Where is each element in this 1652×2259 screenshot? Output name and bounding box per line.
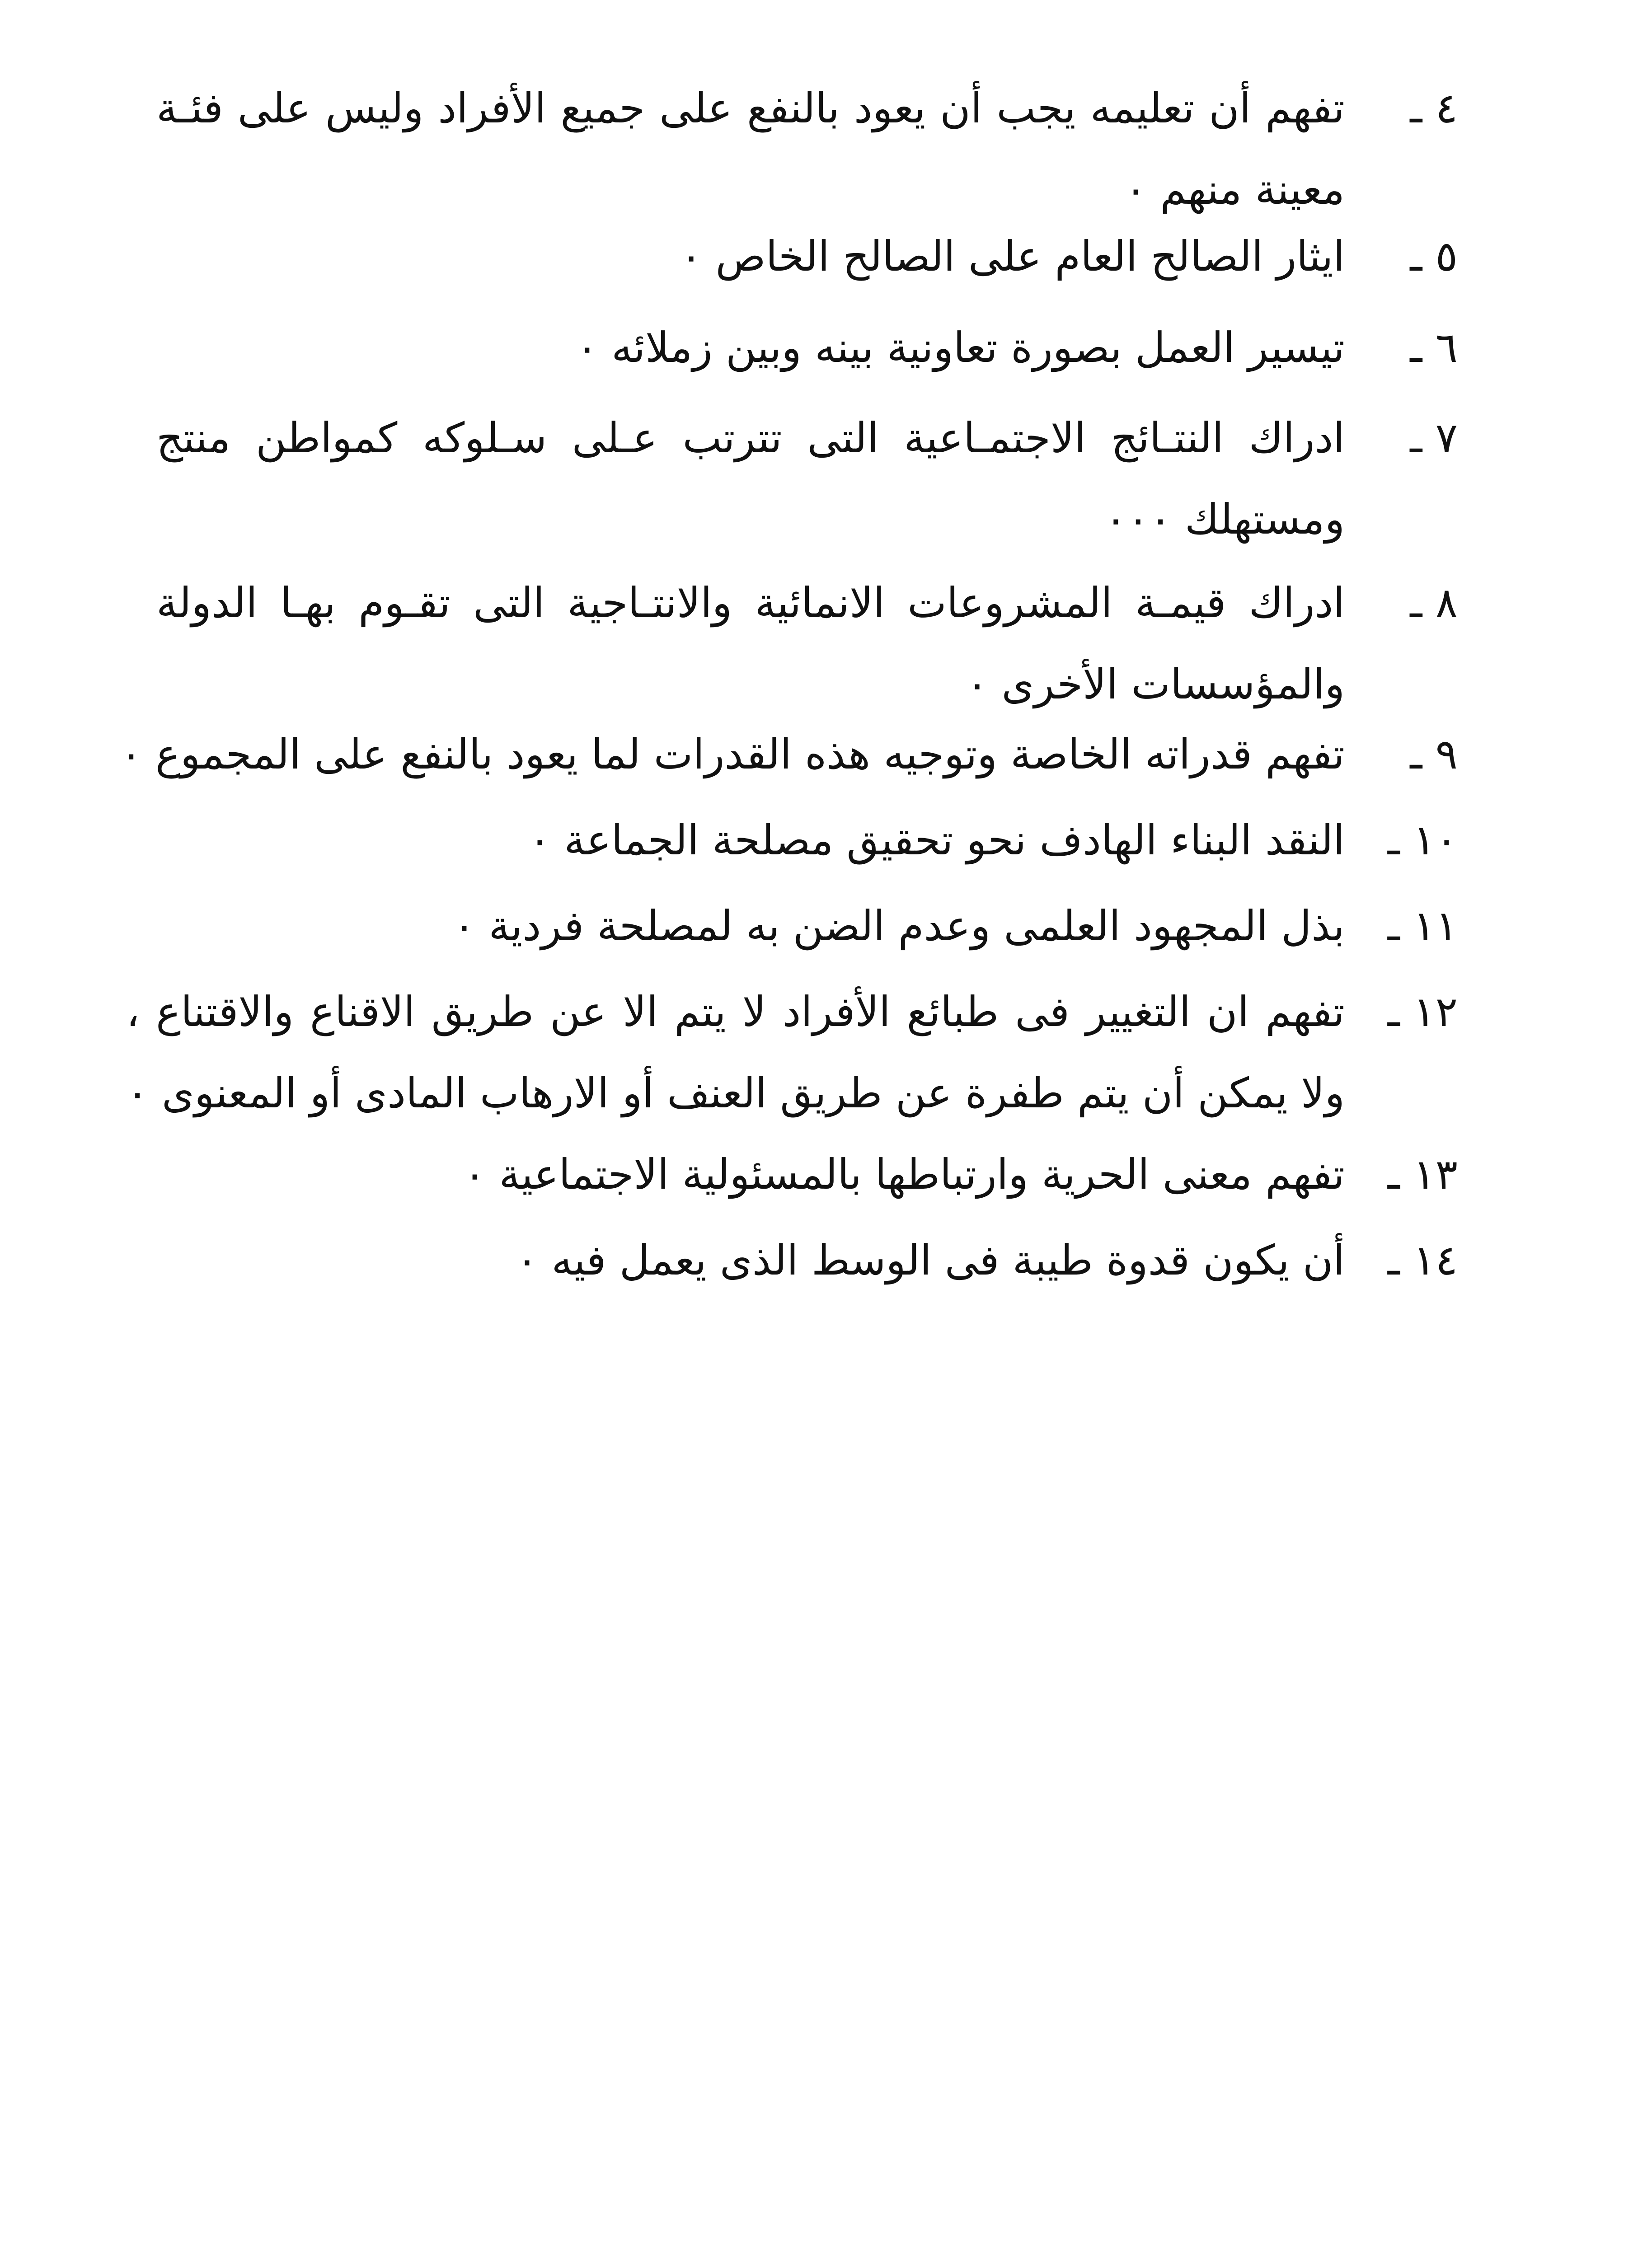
item-line: تفهم قدراته الخاصة وتوجيه هذه القدرات لما يعود بالنفع على المجموع ٠ bbox=[120, 730, 1345, 778]
item-text bbox=[126, 971, 1345, 1134]
item-number: ٤ ـ bbox=[1410, 84, 1458, 132]
item-line: تفهم أن تعليمه يجب أن يعود بالنفع على جميع الأفراد وليس على فئـة bbox=[156, 84, 1345, 132]
list-item bbox=[156, 398, 1458, 560]
item-text bbox=[156, 398, 1345, 560]
item-text bbox=[156, 562, 1345, 725]
list-item bbox=[156, 68, 1458, 230]
item-text bbox=[156, 1220, 1345, 1301]
item-number: ١٤ ـ bbox=[1387, 1236, 1458, 1284]
item-line: أن يكون قدوة طيبة فى الوسط الذى يعمل فيه ٠ bbox=[516, 1236, 1345, 1284]
item-text bbox=[156, 1134, 1345, 1215]
list-item bbox=[156, 562, 1458, 725]
item-line: والمؤسسات الأخرى ٠ bbox=[966, 660, 1345, 708]
item-line: تفهم معنى الحرية وارتباطها بالمسئولية الاجتماعية ٠ bbox=[463, 1150, 1345, 1199]
item-text bbox=[156, 307, 1345, 389]
item-text bbox=[156, 886, 1345, 967]
item-line: بذل المجهود العلمى وعدم الضن به لمصلحة فردية ٠ bbox=[453, 902, 1345, 950]
list-item bbox=[156, 307, 1458, 389]
list-item bbox=[156, 800, 1458, 881]
item-line: ولا يمكن أن يتم طفرة عن طريق العنف أو الارهاب المادى أو المعنوى ٠ bbox=[126, 1069, 1345, 1117]
item-number: ١٠ ـ bbox=[1387, 816, 1458, 864]
list-item bbox=[156, 216, 1458, 297]
item-number: ٦ ـ bbox=[1410, 323, 1458, 372]
item-line: ومستهلك ٠٠٠ bbox=[1104, 495, 1345, 544]
list-item bbox=[156, 1220, 1458, 1301]
item-number: ١٢ ـ bbox=[1387, 988, 1458, 1036]
item-line: ادراك النتـائج الاجتمـاعية التى تترتب عـلى سـلوكه كمواطن منتج bbox=[156, 414, 1345, 462]
item-number: ١١ ـ bbox=[1387, 902, 1458, 950]
item-number: ٨ ـ bbox=[1410, 579, 1458, 627]
item-line: ايثار الصالح العام على الصالح الخاص ٠ bbox=[680, 232, 1345, 281]
item-line: النقد البناء الهادف نحو تحقيق مصلحة الجماعة ٠ bbox=[528, 816, 1345, 864]
item-number: ٩ ـ bbox=[1410, 730, 1458, 778]
item-text bbox=[156, 216, 1345, 297]
item-number: ١٣ ـ bbox=[1387, 1150, 1458, 1199]
list-item bbox=[120, 714, 1458, 795]
list-item bbox=[126, 971, 1458, 1134]
item-line: معينة منهم ٠ bbox=[1124, 165, 1345, 214]
item-number: ٥ ـ bbox=[1410, 232, 1458, 281]
item-line: ادراك قيمـة المشروعات الانمائية والانتـاجية التى تقـوم بهـا الدولة bbox=[156, 579, 1345, 627]
item-number: ٧ ـ bbox=[1410, 414, 1458, 462]
item-text bbox=[120, 714, 1345, 795]
list-item bbox=[156, 1134, 1458, 1215]
item-text bbox=[156, 68, 1345, 230]
item-text bbox=[156, 800, 1345, 881]
item-line: تيسير العمل بصورة تعاونية بينه وبين زملائه ٠ bbox=[576, 323, 1345, 372]
item-line: تفهم ان التغيير فى طبائع الأفراد لا يتم الا عن طريق الاقناع والاقتناع ، bbox=[126, 988, 1345, 1036]
list-item bbox=[156, 886, 1458, 967]
